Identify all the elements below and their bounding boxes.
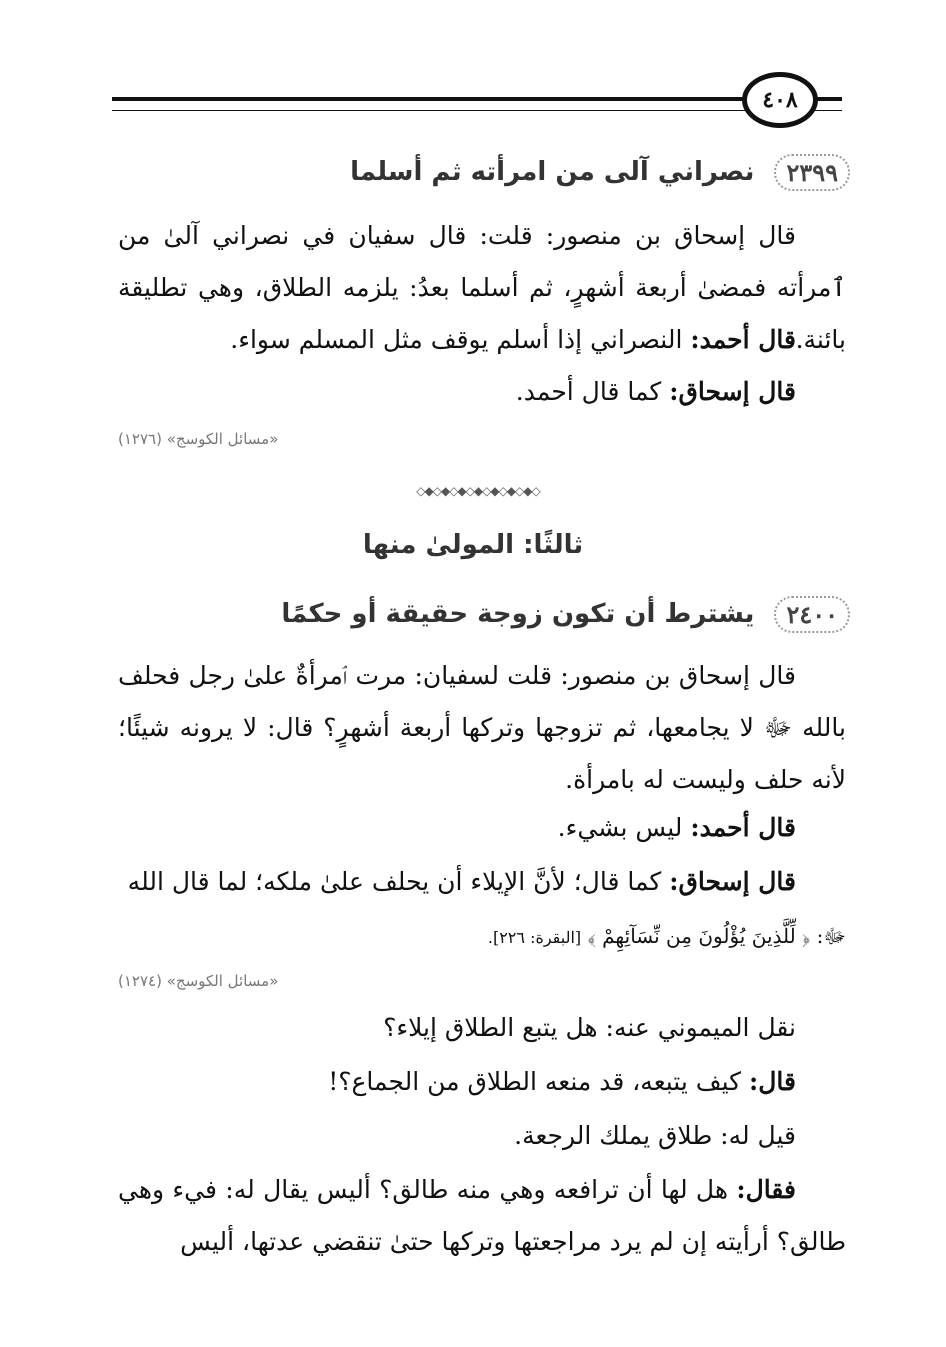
issue-2399-source: «مسائل الكوسج» (١٢٧٦): [118, 430, 279, 448]
speaker-label: فقال:: [736, 1175, 796, 1204]
speaker-label: قال أحمد:: [690, 813, 796, 842]
issue-heading-2399: [110, 150, 850, 194]
quran-reference: [البقرة: ٢٢٦].: [487, 928, 582, 947]
issue-2400-ishaq-answer: [118, 856, 846, 908]
maymuni-follow-up: قيل له: طلاق يملك الرجعة.: [514, 1121, 796, 1150]
maymuni-answer: [118, 1056, 846, 1108]
quran-verse: ﴿ لِّلَّذِينَ يُؤْلُونَ مِن نِّسَآئِهِمْ ﴾: [587, 924, 811, 948]
issue-heading-2400: [110, 592, 850, 636]
answer-text: كيف يتبعه، قد منعه الطلاق من الجماع؟!: [328, 1067, 742, 1096]
issue-2399-question: قال إسحاق بن منصور: قلت: قال سفيان في نصراني آلىٰ من ٱمرأته فمضىٰ أربعة أشهرٍ، ثم أسلما بعدُ: يلزمه الطلاق، وهي تطليقة بائنة.: [118, 221, 846, 354]
answer-text: النصراني إذا أسلم يوقف مثل المسلم سواء.: [230, 325, 683, 354]
divider-ornament: ◇◆◇◆◇◆◇◆◇◆◇◆◇◆◇: [416, 484, 540, 498]
issue-number: ٢٣٩٩: [774, 154, 850, 191]
section-title: ثالثًا: المولىٰ منها: [362, 530, 584, 560]
quran-prefix: ﷻ:: [816, 924, 846, 948]
speaker-label: قال إسحاق:: [669, 377, 796, 406]
answer-text: ليس بشيء.: [557, 813, 683, 842]
issue-title: يشترط أن تكون زوجة حقيقة أو حكمًا: [281, 599, 755, 629]
answer-text: كما قال أحمد.: [515, 377, 662, 406]
issue-2399-ishaq-answer: [118, 366, 846, 418]
quran-citation: [118, 918, 846, 956]
answer-text: كما قال؛ لأنَّ الإيلاء أن يحلف علىٰ ملكه؛ لما قال الله: [127, 867, 662, 896]
issue-number: ٢٤٠٠: [774, 596, 850, 633]
answer-text: هل لها أن ترافعه وهي منه طالق؟ أليس يقال له: فيء وهي طالق؟ أرأيته إن لم يرد مراجعتها وتركها حتىٰ تنقضي عدتها، أليس: [118, 1175, 846, 1256]
header-rule: [112, 97, 752, 111]
speaker-label: قال:: [749, 1067, 796, 1096]
issue-2400-question: قال إسحاق بن منصور: قلت لسفيان: مرت ٱمرأةٌ علىٰ رجل فحلف بالله ﷻ لا يجامعها، ثم تزوجها وتركها أربعة أشهرٍ؟ قال: لا يرونه شيئًا؛ لأنه حلف وليست له بامرأة.: [118, 661, 846, 794]
maymuni-reply: [118, 1164, 846, 1268]
issue-2400-source: «مسائل الكوسج» (١٢٧٤): [118, 972, 279, 990]
speaker-label: قال إسحاق:: [669, 867, 796, 896]
speaker-label: قال أحمد:: [690, 325, 796, 354]
maymuni-question: نقل الميموني عنه: هل يتبع الطلاق إيلاء؟: [383, 1013, 796, 1042]
issue-title: نصراني آلى من امرأته ثم أسلما: [350, 157, 755, 187]
issue-2399-ahmad-answer: [118, 314, 846, 366]
page-number: ٤٠٨: [742, 72, 818, 128]
issue-2400-ahmad-answer: [118, 802, 846, 854]
